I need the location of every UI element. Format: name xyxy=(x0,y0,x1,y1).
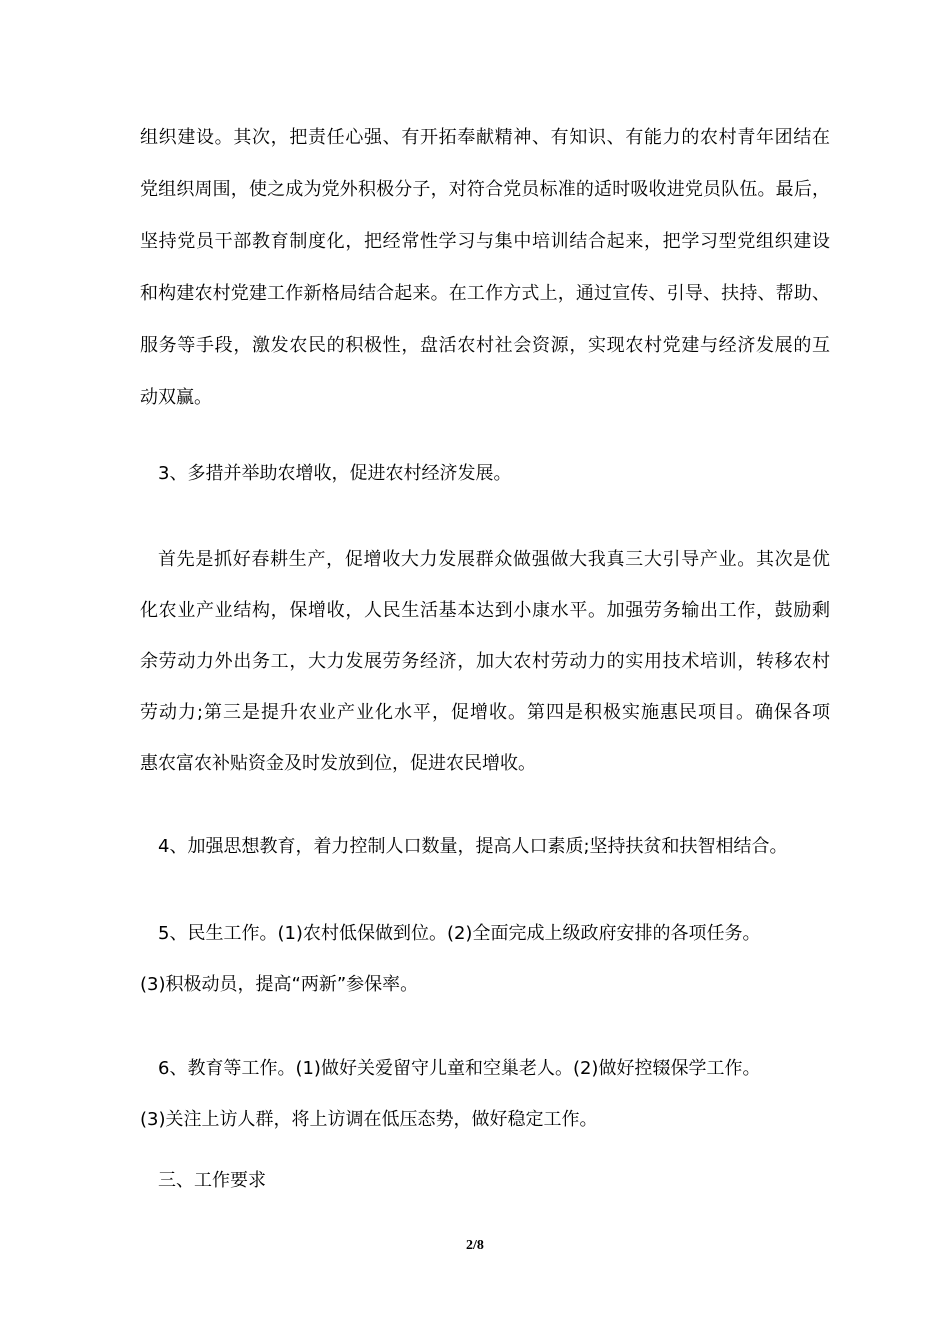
text-line: 劳动力;第三是提升农业产业化水平，促增收。第四是积极实施惠民项目。确保各项 xyxy=(140,702,830,723)
heading-item-3 xyxy=(140,460,830,487)
paragraph-income-increase xyxy=(140,546,830,777)
paragraph-item-6 xyxy=(140,1055,830,1133)
text-line: 动双赢。 xyxy=(140,387,212,408)
text-line: 6、教育等工作。(1)做好关爱留守儿童和空巢老人。(2)做好控辍保学工作。 xyxy=(158,1058,761,1079)
heading-item-4 xyxy=(140,833,830,860)
section-heading-requirements xyxy=(140,1167,830,1194)
text-line: 三、工作要求 xyxy=(158,1170,266,1191)
paragraph-party-building xyxy=(140,124,830,411)
page-number: 2/8 xyxy=(466,1238,484,1253)
text-line: (3)关注上访人群，将上访调在低压态势，做好稳定工作。 xyxy=(140,1109,598,1130)
text-line: 党组织周围，使之成为党外积极分子，对符合党员标准的适时吸收进党员队伍。最后， xyxy=(140,179,830,200)
text-line: 首先是抓好春耕生产，促增收大力发展群众做强做大我真三大引导产业。其次是优 xyxy=(158,549,830,570)
paragraph-item-5 xyxy=(140,920,830,998)
text-line: 5、民生工作。(1)农村低保做到位。(2)全面完成上级政府安排的各项任务。 xyxy=(158,923,761,944)
text-line: 余劳动力外出务工，大力发展劳务经济，加大农村劳动力的实用技术培训，转移农村 xyxy=(140,651,830,672)
text-line: (3)积极动员，提高“两新”参保率。 xyxy=(140,974,419,995)
text-line: 惠农富农补贴资金及时发放到位，促进农民增收。 xyxy=(140,753,536,774)
text-line: 组织建设。其次，把责任心强、有开拓奉献精神、有知识、有能力的农村青年团结在 xyxy=(140,127,830,148)
text-line: 4、加强思想教育，着力控制人口数量，提高人口素质;坚持扶贫和扶智相结合。 xyxy=(158,836,788,857)
text-line: 化农业产业结构，保增收，人民生活基本达到小康水平。加强劳务输出工作，鼓励剩 xyxy=(140,600,830,621)
text-line: 和构建农村党建工作新格局结合起来。在工作方式上，通过宣传、引导、扶持、帮助、 xyxy=(140,283,830,304)
text-line: 服务等手段，激发农民的积极性，盘活农村社会资源，实现农村党建与经济发展的互 xyxy=(140,335,830,356)
text-line: 坚持党员干部教育制度化，把经常性学习与集中培训结合起来，把学习型党组织建设 xyxy=(140,231,830,252)
text-line: 3、多措并举助农增收，促进农村经济发展。 xyxy=(158,463,512,484)
